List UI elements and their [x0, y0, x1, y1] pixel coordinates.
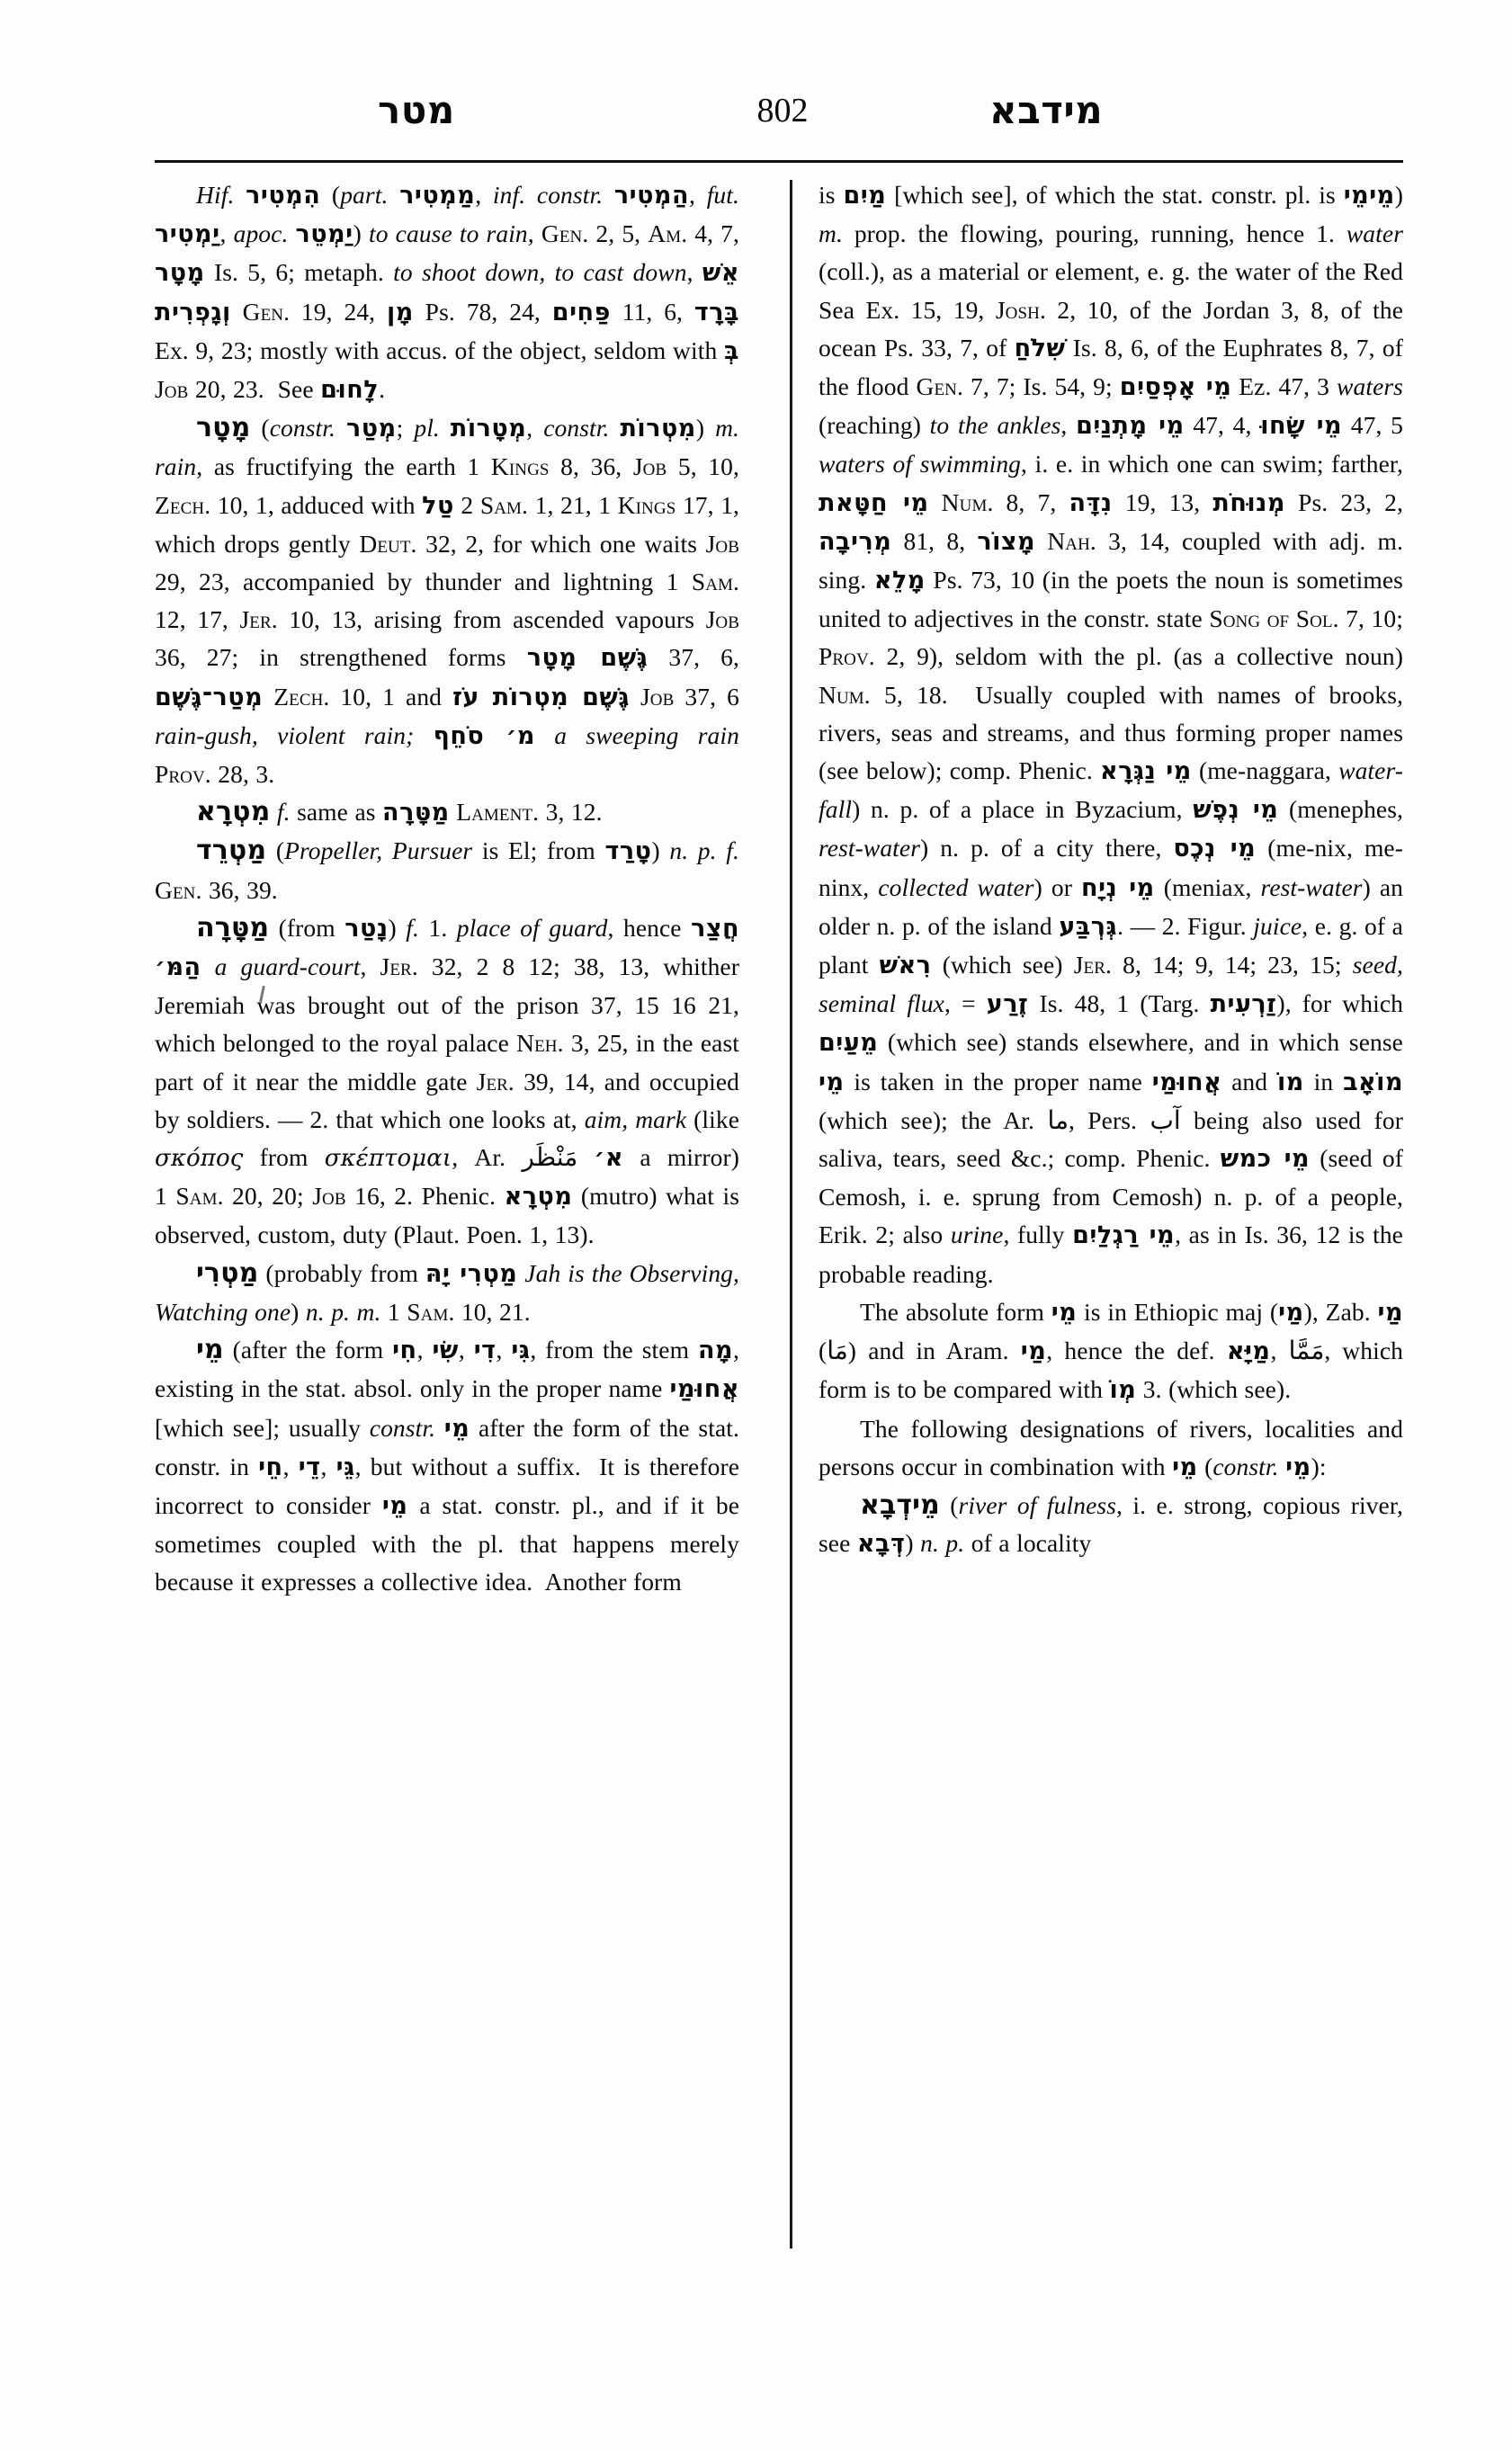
entry-paragraph: מִטְרָא f. same as מַטָּרָה Lament. 3, 12.: [196, 796, 603, 828]
body-columns: [155, 176, 1403, 2263]
running-head-left-headword: מטר: [378, 88, 455, 132]
entry-paragraph: מַטְרִי (probably from מַטְרִי יָהּ Jah is the Observing, Watching one) n. p. m. 1 Sam. 10, 21.: [155, 1256, 740, 1326]
left-column: [155, 176, 739, 2263]
entry-paragraph: מַטָּרָה (from נָטַר) f. 1. place of guard, hence חֲצַר הַמּ׳ a guard-court, Jer. 32, 2 8 12; 38, 13, whither Jeremiah was brought out of the prison 37, 15 16 21, which belonged to the royal palace Neh. 3, 25, in the east part of it near the middle gate Jer. 39, 14, and occupied by soldiers. — 2. that which one looks at, aim, mark (like σκόπος from σκέπτομαι, Ar. مَنْظَر א׳ a mirror) 1 Sam. 20, 20; Job 16, 2. Phenic. מִטְרָא (mutro) what is observed, custom, duty (Plaut. Poen. 1, 13).: [155, 911, 740, 1249]
entry-paragraph: The absolute form מֵי is in Ethiopic maj (מַי), Zab. מַי (مَا) and in Aram. מַי, hence the def. מַיָּא, مَمَّا, which form is to be compared with מְוֹ 3. (which see).: [819, 1297, 1403, 1405]
entry-paragraph: מֵידְבָא (river of fulness, i. e. strong, copious river, see דְּבָא) n. p. of a locality: [819, 1489, 1403, 1559]
running-head: [153, 86, 1394, 149]
entry-paragraph: מַטְרֵד (Propeller, Pursuer is El; from טָרַד) n. p. f. Gen. 36, 39.: [155, 835, 739, 904]
entry-paragraph: מָטָר (constr. מְטַר; pl. מְטָרוֹת, constr. מִטְרוֹת) m. rain, as fructifying the earth 1 Kings 8, 36, Job 5, 10, Zech. 10, 1, adduced with טַל 2 Sam. 1, 21, 1 Kings 17, 1, which drops gently Deut. 32, 2, for which one waits Job 29, 23, accompanied by thunder and lightning 1 Sam. 12, 17, Jer. 10, 13, arising from ascended vapours Job 36, 27; in strengthened forms גֶּשֶׁם מָטָר 37, 6, מְטַר־גֶּשֶׁם Zech. 10, 1 and גֶּשֶׁם מִטְרוֹת עֹז Job 37, 6 rain-gush, violent rain; מ׳ סֹחֵף a sweeping rain Prov. 28, 3.: [155, 412, 740, 789]
running-head-right-headword: מידבא: [989, 88, 1104, 132]
header-rule: [155, 160, 1403, 163]
entry-paragraph: מֵי (after the form חִי, שִׂי, דִי, גִּי, from the stem מָה, existing in the stat. absol. only in the proper name אֲחוּמַי [which see]; usually constr. מֵי after the form of the stat. constr. in חֵי, דֵי, גֵּי, but without a suffix. It is therefore incorrect to consider מֵי a stat. constr. pl., and if it be sometimes coupled with the pl. that happens merely because it expresses a collective idea. Another form: [155, 1334, 740, 1596]
entry-paragraph: The following designations of rivers, localities and persons occur in combination with מֵי (constr. מֵי):: [819, 1414, 1403, 1481]
right-column: [819, 176, 1403, 2263]
page-number: 802: [756, 92, 809, 130]
column-divider-rule: [790, 180, 792, 2249]
entry-paragraph: is מַיִם [which see], of which the stat. constr. pl. is מֵימֵי) m. prop. the flowing, pouring, running, hence 1. water (coll.), as a material or element, e. g. the water of the Red Sea Ex. 15, 19, Josh. 2, 10, of the Jordan 3, 8, of the ocean Ps. 33, 7, of שִׁלֹחַ Is. 8, 6, of the Euphrates 8, 7, of the flood Gen. 7, 7; Is. 54, 9; מֵי אָפְסַיִם Ez. 47, 3 waters (reaching) to the ankles, מֵי מָתְנַיִם 47, 4, מֵי שָׂחוּ 47, 5 waters of swimming, i. e. in which one can swim; farther, מֵי חַטָּאת Num. 8, 7, נִדָּה 19, 13, מְנוּחֹת Ps. 23, 2, מְרִיבָה 81, 8, מָצוֹר Nah. 3, 14, coupled with adj. m. sing. מָלֵא Ps. 73, 10 (in the poets the noun is sometimes united to adjectives in the constr. state Song of Sol. 7, 10; Prov. 2, 9), seldom with the pl. (as a collective noun) Num. 5, 18. Usually coupled with names of brooks, rivers, seas and streams, and thus forming proper names (see below); comp. Phenic. מֵי נַגְּרָא (me-naggara, water-fall) n. p. of a place in Byzacium, מֵי נְפֶשׁ (menephes, rest-water) n. p. of a city there, מֵי נְכֶס (me-nix, me-ninx, collected water) or מֵי נְיָח (meniax, rest-water) an older n. p. of the island גְּרְבַּע. — 2. Figur. juice, e. g. of a plant רִאשׁ (which see) Jer. 8, 14; 9, 14; 23, 15; seed, seminal flux, = זֶרַע Is. 48, 1 (Targ. זַרְעִית), for which מֵעַיִם (which see) stands elsewhere, and in which sense מֵי is taken in the proper name אֲחוּמַי and מוֹ in מוֹאָב (which see); the Ar. ما, Pers. آب being also used for saliva, tears, seed &c.; comp. Phenic. מֵי כמש (seed of Cemosh, i. e. sprung from Cemosh) n. p. of a people, Erik. 2; also urine, fully מֵי רַגְלַיִם, as in Is. 36, 12 is the probable reading.: [819, 181, 1404, 1288]
entry-paragraph: Hif. הִמְטִיר (part. מַמְטִיר, inf. constr. הַמְטִיר, fut. יַמְטִיר, apoc. יַמְטֵר) to cause to rain, Gen. 2, 5, Am. 4, 7, מָטָר Is. 5, 6; metaph. to shoot down, to cast down, אֵשׁ וְגָפְרִית Gen. 19, 24, מָן Ps. 78, 24, פַּחִים 11, 6, בָּרָד Ex. 9, 23; mostly with accus. of the object, seldom with בְּ Job 20, 23. See לָחוּם.: [155, 181, 740, 405]
